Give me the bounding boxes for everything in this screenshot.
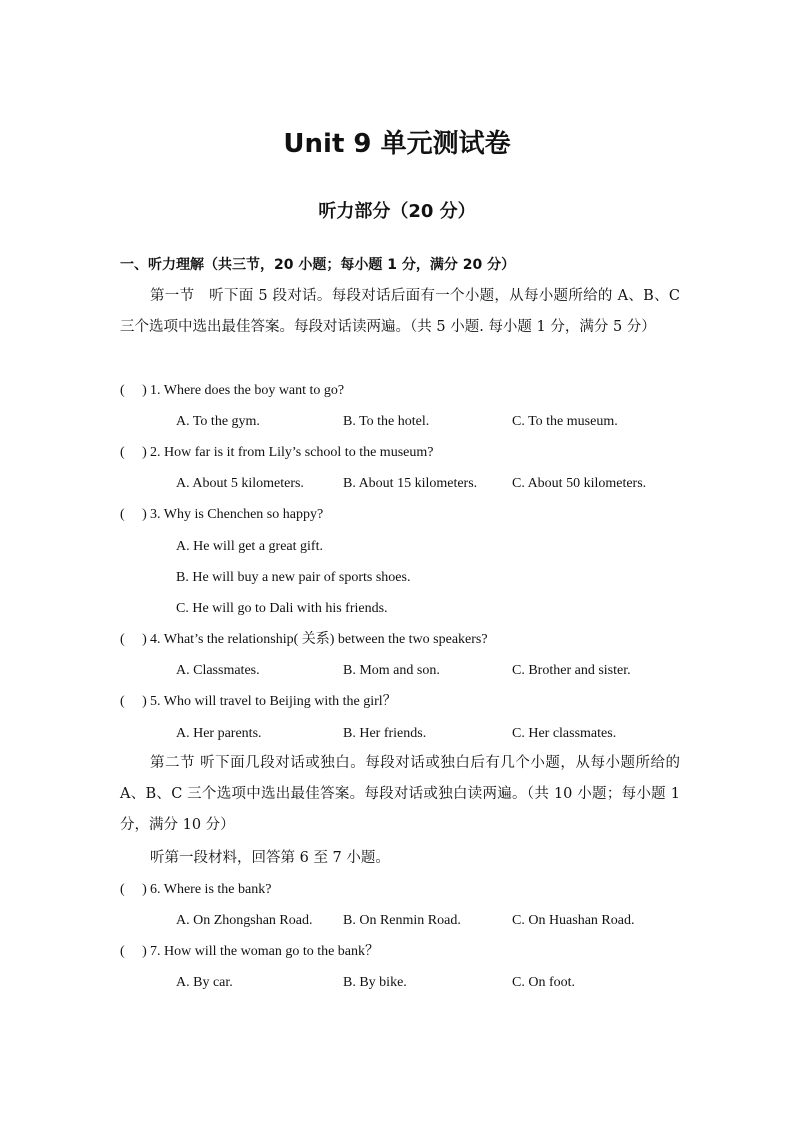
question-text: 5. Who will travel to Beijing with the girl？: [150, 694, 397, 709]
part2-intro: 第二节 听下面几段对话或独白。每段对话或独白后有几个小题，从每小题所给的 A、B、C 三个选项中选出最佳答案。每段对话或独白读两遍。（共 10 小题；每小题 1 分，满分 10 分）: [120, 755, 680, 833]
question-6: [120, 879, 720, 901]
question-text: 6. Where is the bank?: [150, 882, 272, 897]
question-text: 2. How far is it from Lily’s school to the museum?: [150, 445, 434, 460]
answer-blank[interactable]: ( ): [120, 882, 147, 897]
option-b: B. Her friends.: [343, 726, 427, 741]
option-b: B. Mom and son.: [343, 663, 440, 678]
option-a: A. Classmates.: [176, 663, 260, 678]
option-c: C. To the museum.: [512, 414, 618, 429]
answer-blank[interactable]: ( ): [120, 445, 147, 460]
question-text: 1. Where does the boy want to go?: [150, 383, 345, 398]
option-a: A. By car.: [176, 975, 233, 990]
option-a: A. To the gym.: [176, 414, 260, 429]
option-a: A. He will get a great gift.: [176, 539, 323, 554]
option-c: C. Brother and sister.: [512, 663, 631, 678]
option-c: C. On Huashan Road.: [512, 913, 635, 928]
question-7: [120, 941, 720, 963]
part1-intro: 第一节 听下面 5 段对话。每段对话后面有一个小题，从每小题所给的 A、B、C 三个选项中选出最佳答案。每段对话读两遍。（共 5 小题. 每小题 1 分，满分 5 分）: [120, 288, 680, 335]
question-text: 7. How will the woman go to the bank？: [150, 944, 380, 959]
answer-blank[interactable]: ( ): [120, 383, 147, 398]
section-heading: 一、听力理解（共三节，20 小题；每小题 1 分，满分 20 分）: [120, 257, 516, 273]
option-a: A. About 5 kilometers.: [176, 476, 304, 491]
question-1: [120, 380, 720, 402]
answer-blank[interactable]: ( ): [120, 694, 147, 709]
option-c: C. He will go to Dali with his friends.: [176, 601, 388, 616]
question-text: 3. Why is Chenchen so happy?: [150, 507, 324, 522]
option-b: B. By bike.: [343, 975, 407, 990]
question-2: [120, 442, 720, 464]
option-c: C. On foot.: [512, 975, 575, 990]
question-text: 4. What’s the relationship( 关系) between the two speakers?: [150, 632, 488, 647]
question-5: [120, 691, 720, 713]
option-b: B. On Renmin Road.: [343, 913, 461, 928]
page-title: Unit 9 单元测试卷: [283, 129, 511, 159]
question-4: [120, 629, 720, 651]
question-3: [120, 504, 720, 526]
answer-blank[interactable]: ( ): [120, 632, 147, 647]
option-b: B. To the hotel.: [343, 414, 430, 429]
option-b: B. About 15 kilometers.: [343, 476, 478, 491]
option-c: C. About 50 kilometers.: [512, 476, 647, 491]
option-c: C. Her classmates.: [512, 726, 617, 741]
answer-blank[interactable]: ( ): [120, 507, 147, 522]
section-subtitle: 听力部分（20 分）: [318, 201, 476, 222]
option-a: A. Her parents.: [176, 726, 262, 741]
answer-blank[interactable]: ( ): [120, 944, 147, 959]
option-a: A. On Zhongshan Road.: [176, 913, 313, 928]
option-b: B. He will buy a new pair of sports shoes.: [176, 570, 411, 585]
material-1-instruction: 听第一段材料，回答第 6 至 7 小题。: [150, 850, 390, 866]
